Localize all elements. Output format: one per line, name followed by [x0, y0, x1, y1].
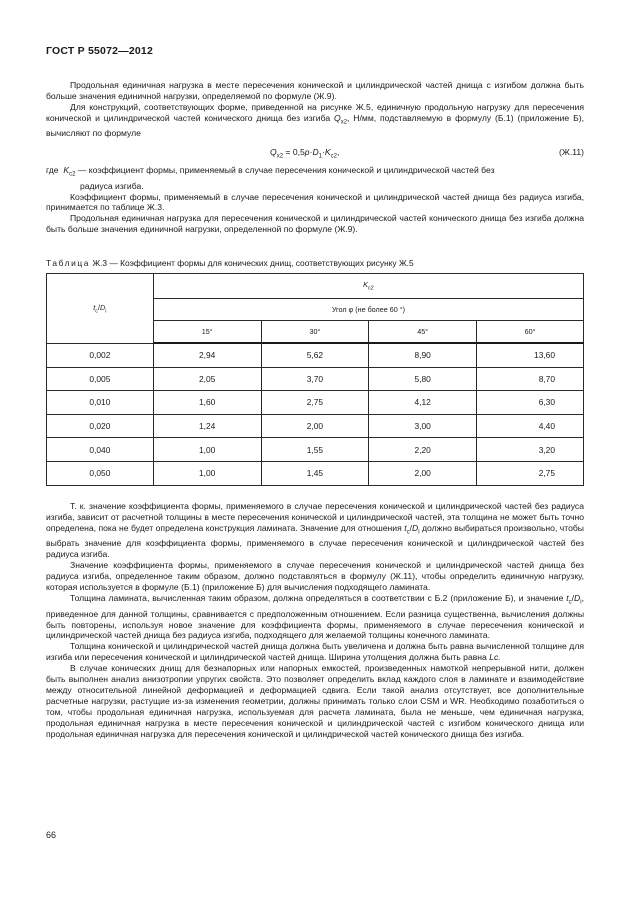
- paragraph-1: Продольная единичная нагрузка в месте пересечения конической и цилиндрической частей днища с изгибом должна быть больше значения единичной нагрузки, определяемой по формуле (Ж.9).: [46, 80, 584, 101]
- table-row: 0,005 2,05 3,70 5,80 8,70: [47, 367, 584, 391]
- standard-header: ГОСТ Р 55072—2012: [46, 45, 154, 57]
- table-row: 0,010 1,60 2,75 4,12 6,30: [47, 391, 584, 415]
- paragraph-7: Толщина ламината, вычисленная таким образом, должна определяться в соответствии с Б.2 (приложение Б), и значение $t_c/D_i$, приведенное для данной толщины, сравнивается с предположенным отношением. Если разница существенна, вычисления должны быть повторены, используя новое значение для коэффициента формы, применяемого в случае пересечения конической и цилиндрической частей днища без радиуса изгиба, подходящего для желаемой толщины конечного ламината.: [46, 592, 584, 641]
- paragraph-3: Коэффициент формы, применяемый в случае пересечения конической и цилиндрической частей днища без радиуса изгиба, принимается по таблице Ж.3.: [46, 191, 584, 213]
- paragraph-4: Продольная единичная нагрузка для пересечения конической и цилиндрической частей конического днища без изгиба должна быть больше значения единичной нагрузки, определенной по формуле (Ж.9).: [46, 213, 584, 235]
- formula-number: (Ж.11): [559, 147, 584, 157]
- table-row: 0,020 1,24 2,00 3,00 4,40: [47, 414, 584, 438]
- paragraph-8: Толщина конической и цилиндрической частей днища должна быть увеличена и должна быть равна вычисленной толщине для изгиба или пересечения конической и цилиндрической частей днища. Ширина утолщения должна быть равна Lc.: [46, 641, 584, 663]
- angle-col-15: 15°: [153, 321, 261, 344]
- paragraph-2: Для конструкций, соответствующих форме, приведенной на рисунке Ж.5, единичную продольную нагрузку для пересечения конической и цилиндрической частей конического днища без изгиба $Q_{x2}$, Н/мм, подставляемую в формулу (Б.1) (приложение Б), вычисляют по формуле: [46, 101, 584, 139]
- k-header-cell: $K_{c2}$: [153, 274, 583, 299]
- angle-col-60: 60°: [477, 321, 584, 344]
- table-row: 0,040 1,00 1,55 2,20 3,20: [47, 438, 584, 462]
- paragraph-6: Значение коэффициента формы, применяемого в случае пересечения конической и цилиндрической частей днища без радиуса изгиба, определенное таким образом, должно подставляться в формулу (Ж.11), чтобы определить единичную нагрузку, которая используется в формуле (Б.1) (приложение Б) для вычисления подходящего ламината.: [46, 560, 584, 593]
- row-header-cell: $t_c/D_i$: [47, 274, 154, 344]
- formula-expression: $Q_{x2} = 0,5p\cdot D_1\cdot K_{c2}$,: [270, 147, 340, 160]
- page-number: 66: [46, 830, 57, 840]
- formula-zh11: [46, 147, 584, 159]
- paragraph-9: В случае конических днищ для безнапорных или напорных емкостей, произведенных намоткой непрерывной нити, должен быть выполнен анализ анизотропии упругих свойств. Это позволяет определить вклад каждого слоя в ламинате и взаимодействие между относительной линейной деформацией и деформацией сдвига. Если такой анализ отсутствует, все дополнительные расчетные нагрузки, растущие из-за изменения геометрии, должны принимать только слои CSM и WR. Необходимо позаботиться о том, чтобы продольная единичная нагрузка, используемая для расчета ламината, была не меньше, чем единичная нагрузка, продольная единичная нагрузка в месте пересечения конической и цилиндрической частей с изгибом конического днища или продольная единичная нагрузка для пересечения конической и цилиндрической частей конического днища без изгиба.: [46, 663, 584, 739]
- table-caption: Таблица Ж.3 — Коэффициент формы для конических днищ, соответствующих рисунку Ж.5: [46, 258, 414, 268]
- table-row: 0,002 2,94 5,62 8,90 13,60: [47, 343, 584, 367]
- intro-text: [46, 80, 584, 139]
- shape-coefficient-table: [46, 273, 584, 486]
- body-text: [46, 501, 584, 739]
- where-definition: где $K_{c2}$ — коэффициент формы, применяемый в случае пересечения конической и цилиндрической частей без: [46, 165, 495, 178]
- where-definition-cont: радиуса изгиба.: [80, 180, 144, 191]
- angle-header-cell: Угол φ (не более 60 °): [153, 299, 583, 321]
- angle-col-30: 30°: [261, 321, 369, 344]
- where-block: [46, 165, 584, 235]
- paragraph-5: Т. к. значение коэффициента формы, применяемого в случае пересечения конической и цилиндрической частей без радиуса изгиба, зависит от расчетной толщины в месте пересечения конической и цилиндрической частей, эта толщина не может быть точно определена, пока не будет определена конструкция ламината. Значение для отношения $t_c/D_i$ должно выбираться произвольно, чтобы выбрать значение для коэффициента формы, применяемого в случае пересечения конической и цилиндрической частей без радиуса изгиба.: [46, 501, 584, 560]
- table-row: 0,050 1,00 1,45 2,00 2,75: [47, 461, 584, 485]
- angle-col-45: 45°: [369, 321, 477, 344]
